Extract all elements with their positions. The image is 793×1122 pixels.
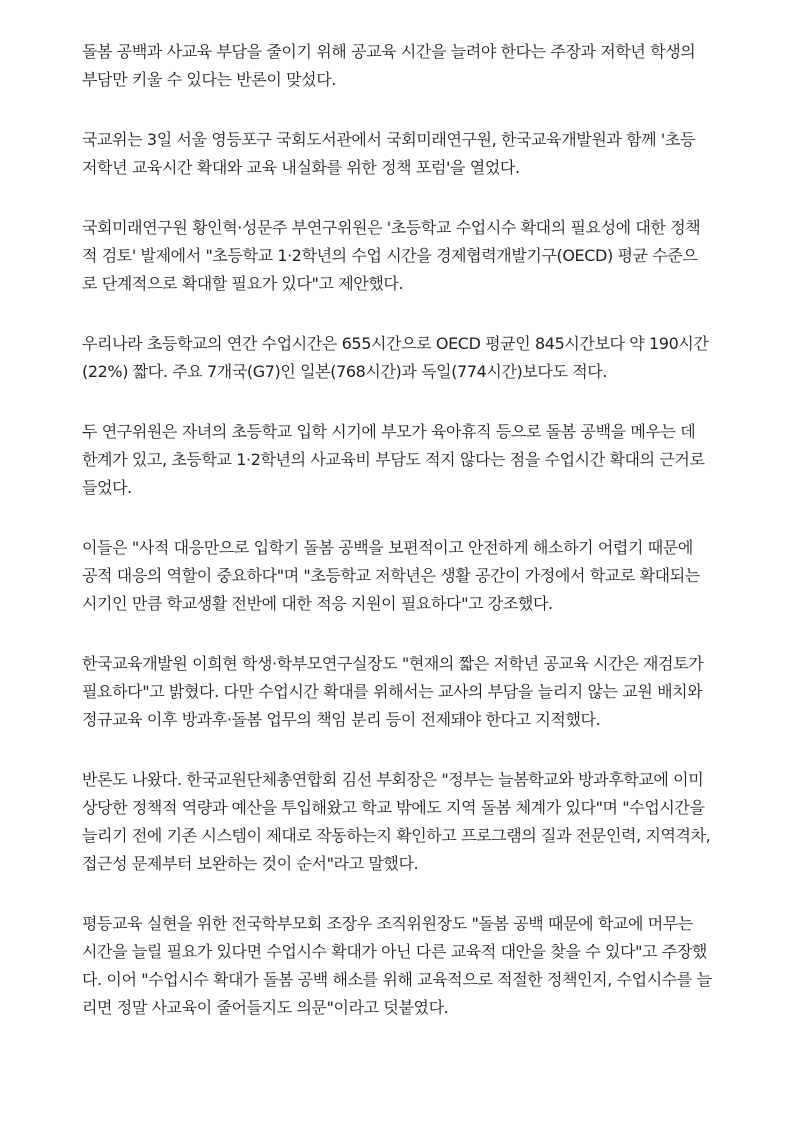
article-paragraph: 두 연구위원은 자녀의 초등학교 입학 시기에 부모가 육아휴직 등으로 돌봄 공백을 메우는 데 한계가 있고, 초등학교 1·2학년의 사교육비 부담도 적지 않다는 점을 수업시간 확대의 근거로 들었다. (82, 422, 705, 497)
article-paragraph: 이들은 "사적 대응만으로 입학기 돌봄 공백을 보편적이고 안전하게 해소하기 어렵기 때문에 공적 대응의 역할이 중요하다"며 "초등학교 저학년은 생활 공간이 가정에서 학교로 확대되는 시기인 만큼 학교생활 전반에 대한 적응 지원이 필요하다"고 강조했다. (82, 538, 700, 613)
article-paragraph: 돌봄 공백과 사교육 부담을 줄이기 위해 공교육 시간을 늘려야 한다는 주장과 저학년 학생의 부담만 키울 수 있다는 반론이 맞섰다. (82, 42, 696, 89)
article-paragraph: 평등교육 실현을 위한 전국학부모회 조장우 조직위원장도 "돌봄 공백 때문에 학교에 머무는 시간을 늘릴 필요가 있다면 수업시수 확대가 아닌 다른 교육적 대안을 찾을 수 있다"고 주장했다. 이어 "수업시수 확대가 돌봄 공백 해소를 위해 교육적으로 적절한 정책인지, 수업시수를 늘리면 정말 사교육이 줄어들지도 의문"이라고 덧붙였다. (82, 914, 712, 1017)
article-paragraph: 한국교육개발원 이희현 학생·학부모연구실장도 "현재의 짧은 저학년 공교육 시간은 재검토가 필요하다"고 밝혔다. 다만 수업시간 확대를 위해서는 교사의 부담을 늘리지 않는 교원 배치와 정규교육 이후 방과후·돌봄 업무의 책임 분리 등이 전제돼야 한다고 지적했다. (82, 654, 704, 729)
article-body (82, 38, 712, 1054)
article-paragraph: 우리나라 초등학교의 연간 수업시간은 655시간으로 OECD 평균인 845시간보다 약 190시간(22%) 짧다. 주요 7개국(G7)인 일본(768시간)과 독일(774시간)보다도 적다. (82, 334, 709, 381)
article-paragraph: 국교위는 3일 서울 영등포구 국회도서관에서 국회미래연구원, 한국교육개발원과 함께 '초등 저학년 교육시간 확대와 교육 내실화를 위한 정책 포럼'을 열었다. (82, 130, 696, 177)
article-paragraph: 국회미래연구원 황인혁·성문주 부연구위원은 '초등학교 수업시수 확대의 필요성에 대한 정책적 검토' 발제에서 "초등학교 1·2학년의 수업 시간을 경제협력개발기구(OECD) 평균 수준으로 단계적으로 확대할 필요가 있다"고 제안했다. (82, 218, 701, 293)
article-paragraph: 반론도 나왔다. 한국교원단체총연합회 김선 부회장은 "정부는 늘봄학교와 방과후학교에 이미 상당한 정책적 역량과 예산을 투입해왔고 학교 밖에도 지역 돌봄 체계가 있다"며 "수업시간을 늘리기 전에 기존 시스템이 제대로 작동하는지 확인하고 프로그램의 질과 전문인력, 지역격차, 접근성 문제부터 보완하는 것이 순서"라고 말했다. (82, 770, 711, 873)
